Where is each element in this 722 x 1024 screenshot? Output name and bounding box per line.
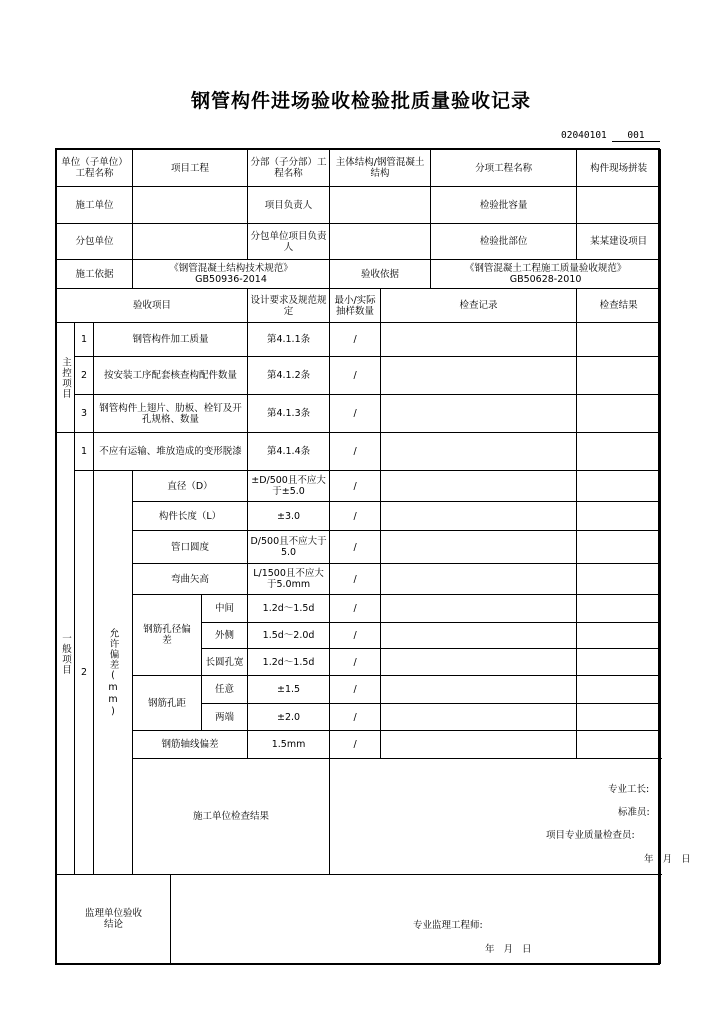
main-control-group-label: 主控项目 xyxy=(57,323,75,433)
batch-part-label: 检验批部位 xyxy=(431,224,577,260)
item-name: 钢管构件上翅片、肋板、栓钉及开孔规格、数量 xyxy=(94,395,248,433)
item-record[interactable] xyxy=(381,502,577,531)
item-spec: 1.5mm xyxy=(248,731,330,759)
construction-unit-label: 施工单位 xyxy=(57,187,133,224)
item-record[interactable] xyxy=(381,649,577,676)
item-sample[interactable]: / xyxy=(330,676,381,704)
item-sample[interactable]: / xyxy=(330,595,381,623)
item-spec: ±3.0 xyxy=(248,502,330,531)
table-row xyxy=(57,357,661,395)
header-row-construction xyxy=(57,187,661,224)
rebar-hole-label: 钢筋孔径偏差 xyxy=(133,595,202,676)
item-spec: ±D/500且不应大于±5.0 xyxy=(248,471,330,502)
acceptance-basis-code: GB50628-2010 xyxy=(509,274,582,285)
tolerance-label: 允许偏差(mm) xyxy=(94,471,133,875)
item-record[interactable] xyxy=(381,433,577,471)
item-spec: 1.2d～1.5d xyxy=(248,595,330,623)
acceptance-record-table xyxy=(56,149,691,964)
item-name: 直径（D） xyxy=(133,471,248,502)
table-row xyxy=(57,395,661,433)
header-row-basis xyxy=(57,260,661,289)
item-result[interactable] xyxy=(577,676,661,704)
item-result[interactable] xyxy=(577,395,661,433)
item-sample[interactable]: / xyxy=(330,323,381,357)
table-row xyxy=(57,731,661,759)
item-record[interactable] xyxy=(381,676,577,704)
item-sample[interactable]: / xyxy=(330,395,381,433)
item-sample[interactable]: / xyxy=(330,623,381,649)
item-project-label: 分项工程名称 xyxy=(431,150,577,187)
item-sample[interactable]: / xyxy=(330,704,381,731)
item-record[interactable] xyxy=(381,471,577,502)
item-spec: 第4.1.3条 xyxy=(248,395,330,433)
item-result[interactable] xyxy=(577,531,661,564)
col-result-header: 检查结果 xyxy=(577,289,661,323)
subcontract-unit-value[interactable] xyxy=(133,224,248,260)
item-record[interactable] xyxy=(381,595,577,623)
sub-project-value[interactable]: 主体结构/钢管混凝土结构 xyxy=(330,150,431,187)
item-spec: L/1500且不应大于5.0mm xyxy=(248,564,330,595)
col-design-header: 设计要求及规范规定 xyxy=(248,289,330,323)
table-row xyxy=(57,433,661,471)
item-name: 长圆孔宽 xyxy=(202,649,248,676)
row-no: 1 xyxy=(75,433,94,471)
engineer-label: 专业监理工程师: xyxy=(413,920,483,931)
item-sample[interactable]: / xyxy=(330,731,381,759)
column-header-row xyxy=(57,289,661,323)
item-result[interactable] xyxy=(577,704,661,731)
batch-part-value[interactable]: 某某建设项目 xyxy=(577,224,661,260)
item-result[interactable] xyxy=(577,433,661,471)
construction-basis-label: 施工依据 xyxy=(57,260,133,289)
item-name: 外侧 xyxy=(202,623,248,649)
item-record[interactable] xyxy=(381,564,577,595)
item-sample[interactable]: / xyxy=(330,433,381,471)
sub-pm-label: 分包单位项目负责人 xyxy=(248,224,330,260)
item-result[interactable] xyxy=(577,471,661,502)
foreman-label: 专业工长: xyxy=(608,784,650,795)
col-record-header: 检查记录 xyxy=(381,289,577,323)
standardizer-label: 标准员: xyxy=(618,807,650,818)
construction-basis-code: GB50936-2014 xyxy=(195,274,267,285)
construction-result-row xyxy=(57,759,661,875)
item-spec: 第4.1.2条 xyxy=(248,357,330,395)
table-row xyxy=(57,502,661,531)
header-row-subcontract xyxy=(57,224,661,260)
item-record[interactable] xyxy=(381,531,577,564)
sub-pm-value[interactable] xyxy=(330,224,431,260)
item-result[interactable] xyxy=(577,564,661,595)
item-spec: D/500且不应大于5.0 xyxy=(248,531,330,564)
item-result[interactable] xyxy=(577,323,661,357)
construction-basis-value[interactable] xyxy=(133,260,330,289)
table-row xyxy=(57,471,661,502)
item-result[interactable] xyxy=(577,502,661,531)
item-result[interactable] xyxy=(577,357,661,395)
date-label: 年 月 日 xyxy=(485,944,532,955)
row-no: 1 xyxy=(75,323,94,357)
item-project-value[interactable]: 构件现场拼装 xyxy=(577,150,661,187)
construction-sign-area[interactable] xyxy=(330,759,691,875)
item-result[interactable] xyxy=(577,649,661,676)
batch-capacity-label: 检验批容量 xyxy=(431,187,577,224)
item-name: 管口圆度 xyxy=(133,531,248,564)
item-name: 钢筋轴线偏差 xyxy=(133,731,248,759)
item-sample[interactable]: / xyxy=(330,502,381,531)
item-spec: ±1.5 xyxy=(248,676,330,704)
item-spec: 1.2d～1.5d xyxy=(248,649,330,676)
construction-basis-name: 《钢管混凝土结构技术规范》 xyxy=(169,263,293,274)
unit-label: 单位（子单位）工程名称 xyxy=(57,150,133,187)
project-manager-value[interactable] xyxy=(330,187,431,224)
item-result[interactable] xyxy=(577,731,661,759)
project-manager-label: 项目负责人 xyxy=(248,187,330,224)
table-row xyxy=(57,676,661,704)
doc-seq: 001 xyxy=(612,130,660,142)
item-record[interactable] xyxy=(381,704,577,731)
item-record[interactable] xyxy=(381,395,577,433)
table-row xyxy=(57,531,661,564)
item-result[interactable] xyxy=(577,595,661,623)
table-row xyxy=(57,323,661,357)
item-spec: 第4.1.4条 xyxy=(248,433,330,471)
supervision-sign-area[interactable] xyxy=(171,875,661,964)
inspector-label: 项目专业质量检查员: xyxy=(546,830,635,841)
rebar-distance-label: 钢筋孔距 xyxy=(133,676,202,731)
item-record[interactable] xyxy=(381,357,577,395)
item-name: 两端 xyxy=(202,704,248,731)
item-result[interactable] xyxy=(577,623,661,649)
unit-value[interactable]: 项目工程 xyxy=(133,150,248,187)
sub-project-label: 分部（子分部）工程名称 xyxy=(248,150,330,187)
page-title: 钢管构件进场验收检验批质量验收记录 xyxy=(190,90,531,112)
item-sample[interactable]: / xyxy=(330,531,381,564)
item-name: 构件长度（L） xyxy=(133,502,248,531)
item-name: 不应有运输、堆放造成的变形脱漆 xyxy=(94,433,248,471)
document-number xyxy=(0,130,722,144)
row-no: 2 xyxy=(75,357,94,395)
item-name: 中间 xyxy=(202,595,248,623)
construction-unit-value[interactable] xyxy=(133,187,248,224)
supervision-result-row xyxy=(57,875,661,964)
item-sample[interactable]: / xyxy=(330,471,381,502)
acceptance-basis-value[interactable] xyxy=(431,260,661,289)
row-no: 2 xyxy=(75,471,94,875)
batch-capacity-value[interactable] xyxy=(577,187,661,224)
item-name: 按安装工序配套核查构配件数量 xyxy=(94,357,248,395)
table-row xyxy=(57,564,661,595)
item-spec: 第4.1.1条 xyxy=(248,323,330,357)
header-row-project xyxy=(57,150,661,187)
col-sample-header: 最小/实际抽样数量 xyxy=(330,289,381,323)
item-record[interactable] xyxy=(381,623,577,649)
col-item-header: 验收项目 xyxy=(57,289,248,323)
general-group-label: 一般项目 xyxy=(57,433,75,875)
item-name: 任意 xyxy=(202,676,248,704)
construction-result-label: 施工单位检查结果 xyxy=(133,759,330,875)
item-record[interactable] xyxy=(381,323,577,357)
row-no: 3 xyxy=(75,395,94,433)
acceptance-basis-label: 验收依据 xyxy=(330,260,431,289)
doc-code: 02040101 xyxy=(561,130,607,141)
item-spec: ±2.0 xyxy=(248,704,330,731)
item-record[interactable] xyxy=(381,731,577,759)
item-spec: 1.5d～2.0d xyxy=(248,623,330,649)
subcontract-unit-label: 分包单位 xyxy=(57,224,133,260)
item-sample[interactable]: / xyxy=(330,649,381,676)
item-name: 弯曲矢高 xyxy=(133,564,248,595)
item-sample[interactable]: / xyxy=(330,357,381,395)
item-sample[interactable]: / xyxy=(330,564,381,595)
item-name: 钢管构件加工质量 xyxy=(94,323,248,357)
date-label: 年 月 日 xyxy=(644,854,691,865)
supervision-result-label: 监理单位验收结论 xyxy=(57,875,171,964)
table-row xyxy=(57,595,661,623)
acceptance-basis-name: 《钢管混凝土工程施工质量验收规范》 xyxy=(464,263,627,274)
